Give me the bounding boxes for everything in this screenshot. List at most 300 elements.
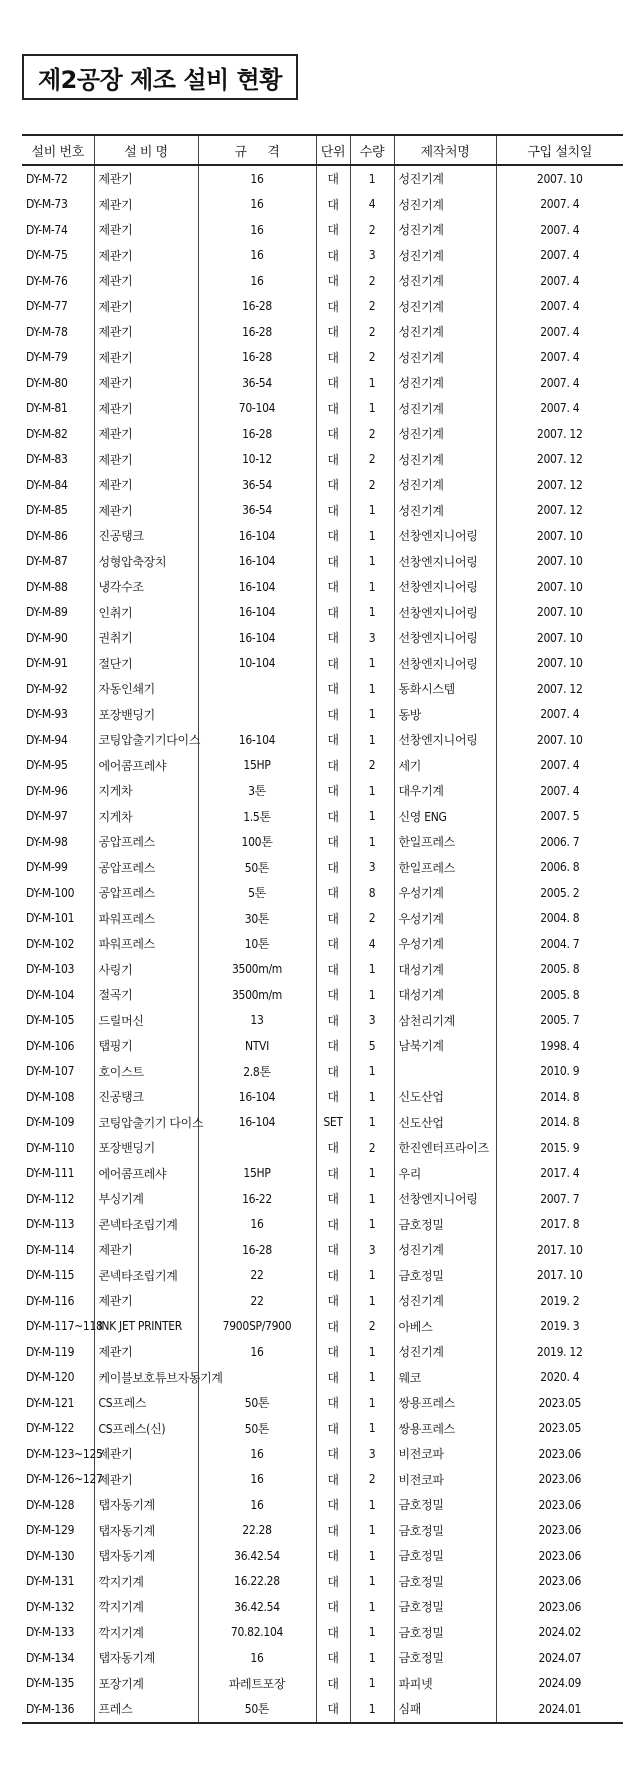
cell-unit: 대 bbox=[316, 727, 350, 753]
cell-equipment-name: 깍지기계 bbox=[94, 1569, 198, 1595]
cell-unit: 대 bbox=[316, 1365, 350, 1391]
cell-equipment-id: DY-M-93 bbox=[26, 707, 68, 722]
cell-spec: 36-54 bbox=[198, 472, 316, 498]
cell-spec: 3톤 bbox=[198, 778, 316, 804]
table-row bbox=[22, 217, 623, 243]
cell-unit: 대 bbox=[316, 829, 350, 855]
cell-equipment-id: DY-M-110 bbox=[26, 1140, 75, 1155]
cell-install-date: 2007. 10 bbox=[496, 651, 623, 677]
page-title bbox=[22, 54, 298, 100]
cell-equipment-name: 진공탱크 bbox=[94, 1084, 198, 1110]
cell-equipment-id: DY-M-87 bbox=[26, 554, 68, 569]
cell-maker: 한진엔터프라이즈 bbox=[394, 1135, 496, 1161]
cell-spec: 36-54 bbox=[198, 370, 316, 396]
cell-unit: 대 bbox=[316, 1569, 350, 1595]
cell-quantity: 1 bbox=[350, 804, 394, 830]
table-row bbox=[22, 1569, 623, 1595]
cell-unit: 대 bbox=[316, 1645, 350, 1671]
cell-install-date: 2007. 12 bbox=[496, 676, 623, 702]
cell-equipment-id: DY-M-73 bbox=[26, 197, 68, 212]
cell-maker: 남북기계 bbox=[394, 1033, 496, 1059]
cell-quantity: 3 bbox=[350, 1237, 394, 1263]
cell-quantity: 2 bbox=[350, 319, 394, 345]
cell-install-date: 2023.06 bbox=[496, 1492, 623, 1518]
cell-maker: 선창엔지니어링 bbox=[394, 651, 496, 677]
table-row bbox=[22, 1314, 623, 1340]
cell-spec: 70-104 bbox=[198, 396, 316, 422]
cell-maker: 신도산업 bbox=[394, 1084, 496, 1110]
cell-install-date: 2005. 2 bbox=[496, 880, 623, 906]
cell-install-date: 2024.07 bbox=[496, 1645, 623, 1671]
cell-equipment-name: 케이블보호튜브자동기계 bbox=[94, 1365, 198, 1391]
cell-equipment-id: DY-M-74 bbox=[26, 222, 68, 237]
cell-equipment-name: 코팅압출기기 다이스 bbox=[94, 1110, 198, 1136]
header-install-date: 구입 설치일 bbox=[496, 135, 623, 165]
cell-quantity: 8 bbox=[350, 880, 394, 906]
table-row bbox=[22, 1186, 623, 1212]
cell-spec: 16-22 bbox=[198, 1186, 316, 1212]
cell-unit: 대 bbox=[316, 1033, 350, 1059]
cell-spec: 16-28 bbox=[198, 1237, 316, 1263]
cell-quantity: 1 bbox=[350, 829, 394, 855]
cell-install-date: 2019. 3 bbox=[496, 1314, 623, 1340]
cell-equipment-id: DY-M-136 bbox=[22, 1696, 94, 1723]
cell-unit: 대 bbox=[316, 1314, 350, 1340]
cell-equipment-name: 포장밴딩기 bbox=[94, 702, 198, 728]
cell-install-date: 2006. 8 bbox=[496, 855, 623, 881]
cell-install-date: 2007. 10 bbox=[496, 523, 623, 549]
cell-equipment-id: DY-M-86 bbox=[26, 528, 68, 543]
cell-spec: 5톤 bbox=[198, 880, 316, 906]
header-equipment-id: 설비 번호 bbox=[22, 135, 94, 165]
cell-maker: 대성기계 bbox=[394, 982, 496, 1008]
cell-quantity: 1 bbox=[350, 1186, 394, 1212]
cell-install-date: 2015. 9 bbox=[496, 1135, 623, 1161]
cell-spec: 16 bbox=[198, 217, 316, 243]
cell-equipment-name: 콘넥타조립기계 bbox=[94, 1263, 198, 1289]
cell-maker: 성진기계 bbox=[394, 1339, 496, 1365]
cell-equipment-id: DY-M-108 bbox=[26, 1089, 75, 1104]
cell-equipment-name: 절단기 bbox=[94, 651, 198, 677]
cell-maker: 금호정밀 bbox=[394, 1594, 496, 1620]
cell-install-date: 2004. 7 bbox=[496, 931, 623, 957]
cell-unit: 대 bbox=[316, 549, 350, 575]
cell-spec: 36-54 bbox=[198, 498, 316, 524]
table-row bbox=[22, 1467, 623, 1493]
cell-spec: 10-104 bbox=[198, 651, 316, 677]
cell-install-date: 2007. 4 bbox=[496, 753, 623, 779]
cell-spec: 16-104 bbox=[198, 1110, 316, 1136]
cell-spec: 3500m/m bbox=[198, 982, 316, 1008]
cell-install-date: 2023.06 bbox=[496, 1518, 623, 1544]
cell-install-date: 2023.06 bbox=[496, 1594, 623, 1620]
cell-unit: 대 bbox=[316, 498, 350, 524]
table-row bbox=[22, 396, 623, 422]
table-row bbox=[22, 1543, 623, 1569]
cell-install-date: 1998. 4 bbox=[496, 1033, 623, 1059]
cell-unit: 대 bbox=[316, 651, 350, 677]
cell-spec: 22 bbox=[198, 1263, 316, 1289]
cell-equipment-name: 제관기 bbox=[94, 1237, 198, 1263]
cell-maker: 대우기계 bbox=[394, 778, 496, 804]
cell-spec: 16 bbox=[198, 268, 316, 294]
cell-equipment-id: DY-M-115 bbox=[26, 1268, 75, 1283]
cell-maker: 성진기계 bbox=[394, 345, 496, 371]
cell-unit: 대 bbox=[316, 243, 350, 269]
cell-equipment-name: 탭핑기 bbox=[94, 1033, 198, 1059]
cell-equipment-name: 제관기 bbox=[94, 192, 198, 218]
cell-spec: 50톤 bbox=[198, 1416, 316, 1442]
cell-equipment-id: DY-M-97 bbox=[26, 809, 68, 824]
cell-maker: 성진기계 bbox=[394, 370, 496, 396]
cell-equipment-name: 절곡기 bbox=[94, 982, 198, 1008]
cell-unit: 대 bbox=[316, 804, 350, 830]
cell-quantity: 1 bbox=[350, 1390, 394, 1416]
cell-unit: 대 bbox=[316, 1518, 350, 1544]
cell-maker: 성진기계 bbox=[394, 396, 496, 422]
cell-equipment-id: DY-M-123~125 bbox=[26, 1446, 103, 1461]
table-row bbox=[22, 1416, 623, 1442]
table-row bbox=[22, 192, 623, 218]
cell-install-date: 2004. 8 bbox=[496, 906, 623, 932]
cell-unit: 대 bbox=[316, 1620, 350, 1646]
cell-install-date: 2014. 8 bbox=[496, 1110, 623, 1136]
cell-quantity: 2 bbox=[350, 217, 394, 243]
cell-spec: 16 bbox=[198, 1645, 316, 1671]
table-row bbox=[22, 1237, 623, 1263]
cell-spec: 50톤 bbox=[198, 1696, 316, 1723]
cell-maker: 선창엔지니어링 bbox=[394, 523, 496, 549]
cell-unit: 대 bbox=[316, 192, 350, 218]
cell-quantity: 3 bbox=[350, 625, 394, 651]
cell-quantity: 1 bbox=[350, 549, 394, 575]
cell-install-date: 2007. 4 bbox=[496, 243, 623, 269]
cell-quantity: 3 bbox=[350, 855, 394, 881]
cell-equipment-name: 포장밴딩기 bbox=[94, 1135, 198, 1161]
cell-maker: 세기 bbox=[394, 753, 496, 779]
cell-equipment-id: DY-M-121 bbox=[26, 1395, 75, 1410]
cell-unit: 대 bbox=[316, 523, 350, 549]
cell-equipment-name: 제관기 bbox=[94, 396, 198, 422]
cell-spec: 10톤 bbox=[198, 931, 316, 957]
header-equipment-name: 설 비 명 bbox=[94, 135, 198, 165]
cell-install-date: 2024.09 bbox=[496, 1671, 623, 1697]
cell-quantity: 1 bbox=[350, 957, 394, 983]
cell-equipment-id: DY-M-116 bbox=[26, 1293, 75, 1308]
table-row bbox=[22, 574, 623, 600]
cell-equipment-id: DY-M-106 bbox=[26, 1038, 75, 1053]
cell-spec: 16-104 bbox=[198, 1084, 316, 1110]
table-row bbox=[22, 1390, 623, 1416]
cell-spec: 16 bbox=[198, 1441, 316, 1467]
cell-maker: 금호정밀 bbox=[394, 1263, 496, 1289]
cell-equipment-id: DY-M-131 bbox=[26, 1574, 75, 1589]
cell-unit: 대 bbox=[316, 370, 350, 396]
cell-equipment-name: 제관기 bbox=[94, 1288, 198, 1314]
cell-maker: 성진기계 bbox=[394, 319, 496, 345]
cell-quantity: 2 bbox=[350, 1467, 394, 1493]
cell-maker: 쌍용프레스 bbox=[394, 1390, 496, 1416]
table-row bbox=[22, 1696, 623, 1723]
cell-maker: 금호정밀 bbox=[394, 1543, 496, 1569]
table-row bbox=[22, 498, 623, 524]
cell-spec: 15HP bbox=[198, 1161, 316, 1187]
cell-install-date: 2017. 10 bbox=[496, 1237, 623, 1263]
table-row bbox=[22, 243, 623, 269]
cell-equipment-name: 탭자동기계 bbox=[94, 1543, 198, 1569]
cell-spec: 16 bbox=[198, 165, 316, 192]
cell-equipment-name: 제관기 bbox=[94, 268, 198, 294]
cell-maker: 비전코파 bbox=[394, 1441, 496, 1467]
cell-quantity: 1 bbox=[350, 676, 394, 702]
cell-equipment-name: 제관기 bbox=[94, 447, 198, 473]
cell-unit: 대 bbox=[316, 1212, 350, 1238]
cell-equipment-name: 제관기 bbox=[94, 1339, 198, 1365]
cell-equipment-id: DY-M-75 bbox=[26, 248, 68, 263]
cell-equipment-name: 지게차 bbox=[94, 778, 198, 804]
cell-equipment-id: DY-M-130 bbox=[26, 1548, 75, 1563]
cell-quantity: 1 bbox=[350, 574, 394, 600]
table-row bbox=[22, 906, 623, 932]
cell-unit: 대 bbox=[316, 625, 350, 651]
table-row bbox=[22, 855, 623, 881]
cell-maker: 비전코파 bbox=[394, 1467, 496, 1493]
table-row bbox=[22, 778, 623, 804]
cell-equipment-id: DY-M-78 bbox=[26, 324, 68, 339]
cell-equipment-name: 코팅압출기기다이스 bbox=[94, 727, 198, 753]
cell-install-date: 2007. 10 bbox=[496, 600, 623, 626]
cell-maker: 선창엔지니어링 bbox=[394, 549, 496, 575]
cell-install-date: 2005. 7 bbox=[496, 1008, 623, 1034]
table-body bbox=[22, 165, 623, 1723]
cell-maker: 아베스 bbox=[394, 1314, 496, 1340]
header-maker: 제작처명 bbox=[394, 135, 496, 165]
cell-equipment-name: 깍지기계 bbox=[94, 1620, 198, 1646]
cell-maker: 삼천리기계 bbox=[394, 1008, 496, 1034]
cell-equipment-id: DY-M-84 bbox=[26, 477, 68, 492]
cell-install-date: 2007. 4 bbox=[496, 396, 623, 422]
cell-equipment-id: DY-M-119 bbox=[26, 1344, 75, 1359]
table-row bbox=[22, 1033, 623, 1059]
cell-equipment-name: 제관기 bbox=[94, 294, 198, 320]
cell-unit: 대 bbox=[316, 1237, 350, 1263]
cell-quantity: 1 bbox=[350, 778, 394, 804]
cell-quantity: 2 bbox=[350, 447, 394, 473]
cell-install-date: 2007. 4 bbox=[496, 294, 623, 320]
cell-quantity: 1 bbox=[350, 1288, 394, 1314]
cell-install-date: 2014. 8 bbox=[496, 1084, 623, 1110]
cell-install-date: 2005. 8 bbox=[496, 957, 623, 983]
cell-equipment-id: DY-M-92 bbox=[26, 681, 68, 696]
cell-equipment-id: DY-M-105 bbox=[26, 1013, 75, 1028]
table-row bbox=[22, 319, 623, 345]
cell-maker: 성진기계 bbox=[394, 268, 496, 294]
table-row bbox=[22, 1492, 623, 1518]
cell-maker: 선창엔지니어링 bbox=[394, 1186, 496, 1212]
table-row bbox=[22, 1135, 623, 1161]
cell-install-date: 2017. 10 bbox=[496, 1263, 623, 1289]
cell-equipment-id: DY-M-101 bbox=[26, 911, 75, 926]
cell-maker: 웨코 bbox=[394, 1365, 496, 1391]
cell-maker: 성진기계 bbox=[394, 1288, 496, 1314]
cell-spec: 16 bbox=[198, 192, 316, 218]
cell-unit: SET bbox=[316, 1110, 350, 1136]
cell-install-date: 2007. 12 bbox=[496, 472, 623, 498]
cell-equipment-id: DY-M-89 bbox=[26, 605, 68, 620]
cell-equipment-name: 제관기 bbox=[94, 319, 198, 345]
table-row bbox=[22, 957, 623, 983]
cell-quantity: 1 bbox=[350, 702, 394, 728]
cell-spec: 16.22.28 bbox=[198, 1569, 316, 1595]
cell-equipment-id: DY-M-104 bbox=[26, 987, 75, 1002]
cell-install-date: 2007. 4 bbox=[496, 345, 623, 371]
cell-maker: 동방 bbox=[394, 702, 496, 728]
cell-install-date: 2023.06 bbox=[496, 1441, 623, 1467]
cell-unit: 대 bbox=[316, 880, 350, 906]
cell-maker: 성진기계 bbox=[394, 165, 496, 192]
cell-maker: 성진기계 bbox=[394, 421, 496, 447]
cell-equipment-name: 깍지기계 bbox=[94, 1594, 198, 1620]
cell-install-date: 2017. 8 bbox=[496, 1212, 623, 1238]
cell-unit: 대 bbox=[316, 1594, 350, 1620]
cell-spec: 16-28 bbox=[198, 294, 316, 320]
cell-maker: 성진기계 bbox=[394, 217, 496, 243]
cell-install-date: 2024.02 bbox=[496, 1620, 623, 1646]
cell-spec: 16 bbox=[198, 1492, 316, 1518]
cell-quantity: 1 bbox=[350, 1696, 394, 1723]
cell-maker: 심패 bbox=[394, 1696, 496, 1723]
cell-spec: 16-104 bbox=[198, 600, 316, 626]
cell-install-date: 2007. 4 bbox=[496, 702, 623, 728]
cell-equipment-name: 지게차 bbox=[94, 804, 198, 830]
cell-maker: 금호정밀 bbox=[394, 1569, 496, 1595]
cell-unit: 대 bbox=[316, 319, 350, 345]
cell-equipment-name: CS프레스 bbox=[94, 1390, 198, 1416]
cell-equipment-name: INK JET PRINTER bbox=[94, 1314, 198, 1340]
cell-equipment-id: DY-M-80 bbox=[26, 375, 68, 390]
cell-maker: 금호정밀 bbox=[394, 1492, 496, 1518]
table-row bbox=[22, 753, 623, 779]
cell-quantity: 2 bbox=[350, 294, 394, 320]
cell-spec bbox=[198, 702, 316, 728]
table-row bbox=[22, 1620, 623, 1646]
cell-spec: 30톤 bbox=[198, 906, 316, 932]
header-row bbox=[22, 135, 623, 165]
cell-install-date: 2007. 4 bbox=[496, 192, 623, 218]
cell-equipment-id: DY-M-94 bbox=[26, 732, 68, 747]
cell-maker: 성진기계 bbox=[394, 192, 496, 218]
cell-unit: 대 bbox=[316, 931, 350, 957]
cell-equipment-name: 에어콤프레샤 bbox=[94, 1161, 198, 1187]
cell-quantity: 2 bbox=[350, 906, 394, 932]
cell-equipment-name: 부싱기계 bbox=[94, 1186, 198, 1212]
cell-quantity: 1 bbox=[350, 1620, 394, 1646]
cell-equipment-id: DY-M-111 bbox=[26, 1166, 75, 1181]
cell-spec: 22 bbox=[198, 1288, 316, 1314]
cell-unit: 대 bbox=[316, 396, 350, 422]
cell-equipment-name: 진공탱크 bbox=[94, 523, 198, 549]
cell-spec: 16-28 bbox=[198, 421, 316, 447]
cell-quantity: 2 bbox=[350, 753, 394, 779]
cell-maker: 한일프레스 bbox=[394, 829, 496, 855]
cell-unit: 대 bbox=[316, 1696, 350, 1723]
cell-spec: 16-28 bbox=[198, 345, 316, 371]
table-row bbox=[22, 1645, 623, 1671]
cell-quantity: 1 bbox=[350, 1671, 394, 1697]
table-row bbox=[22, 1288, 623, 1314]
cell-equipment-id: DY-M-88 bbox=[26, 579, 68, 594]
cell-unit: 대 bbox=[316, 1467, 350, 1493]
cell-install-date: 2020. 4 bbox=[496, 1365, 623, 1391]
table-row bbox=[22, 982, 623, 1008]
cell-install-date: 2007. 4 bbox=[496, 217, 623, 243]
cell-quantity: 2 bbox=[350, 472, 394, 498]
table-row bbox=[22, 676, 623, 702]
cell-maker: 우성기계 bbox=[394, 931, 496, 957]
cell-equipment-name: 에어콤프레샤 bbox=[94, 753, 198, 779]
cell-unit: 대 bbox=[316, 1671, 350, 1697]
cell-equipment-id: DY-M-132 bbox=[26, 1599, 75, 1614]
cell-spec: NTVI bbox=[198, 1033, 316, 1059]
cell-spec: 16-104 bbox=[198, 727, 316, 753]
cell-spec: 36.42.54 bbox=[198, 1594, 316, 1620]
cell-equipment-name: 성형압축장치 bbox=[94, 549, 198, 575]
table-row bbox=[22, 1008, 623, 1034]
cell-unit: 대 bbox=[316, 778, 350, 804]
cell-equipment-id: DY-M-76 bbox=[26, 273, 68, 288]
cell-unit: 대 bbox=[316, 1059, 350, 1085]
cell-maker: 신영 ENG bbox=[394, 804, 496, 830]
cell-quantity: 5 bbox=[350, 1033, 394, 1059]
cell-equipment-id: DY-M-134 bbox=[26, 1650, 75, 1665]
table-row bbox=[22, 268, 623, 294]
cell-quantity: 1 bbox=[350, 1594, 394, 1620]
cell-install-date: 2007. 12 bbox=[496, 498, 623, 524]
cell-quantity: 1 bbox=[350, 651, 394, 677]
cell-spec: 16 bbox=[198, 1212, 316, 1238]
cell-unit: 대 bbox=[316, 574, 350, 600]
cell-quantity: 3 bbox=[350, 1441, 394, 1467]
cell-unit: 대 bbox=[316, 268, 350, 294]
table-row bbox=[22, 804, 623, 830]
cell-install-date: 2024.01 bbox=[496, 1696, 623, 1723]
cell-unit: 대 bbox=[316, 447, 350, 473]
cell-install-date: 2019. 2 bbox=[496, 1288, 623, 1314]
cell-equipment-name: 파워프레스 bbox=[94, 931, 198, 957]
table-row bbox=[22, 345, 623, 371]
cell-equipment-id: DY-M-109 bbox=[26, 1115, 75, 1130]
cell-spec: 16-28 bbox=[198, 319, 316, 345]
cell-equipment-id: DY-M-117~118 bbox=[26, 1319, 103, 1334]
table-row bbox=[22, 1059, 623, 1085]
cell-equipment-id: DY-M-99 bbox=[26, 860, 68, 875]
cell-spec: 파레트포장 bbox=[198, 1671, 316, 1697]
table-row bbox=[22, 931, 623, 957]
table-row bbox=[22, 1365, 623, 1391]
cell-equipment-name: 권취기 bbox=[94, 625, 198, 651]
cell-maker: 성진기계 bbox=[394, 1237, 496, 1263]
cell-unit: 대 bbox=[316, 1263, 350, 1289]
cell-quantity: 1 bbox=[350, 1059, 394, 1085]
cell-install-date: 2007. 5 bbox=[496, 804, 623, 830]
cell-quantity: 3 bbox=[350, 243, 394, 269]
cell-equipment-id: DY-M-102 bbox=[26, 936, 75, 951]
cell-maker: 성진기계 bbox=[394, 472, 496, 498]
cell-quantity: 1 bbox=[350, 1339, 394, 1365]
cell-install-date: 2019. 12 bbox=[496, 1339, 623, 1365]
cell-maker: 파피넷 bbox=[394, 1671, 496, 1697]
cell-equipment-id: DY-M-113 bbox=[26, 1217, 75, 1232]
